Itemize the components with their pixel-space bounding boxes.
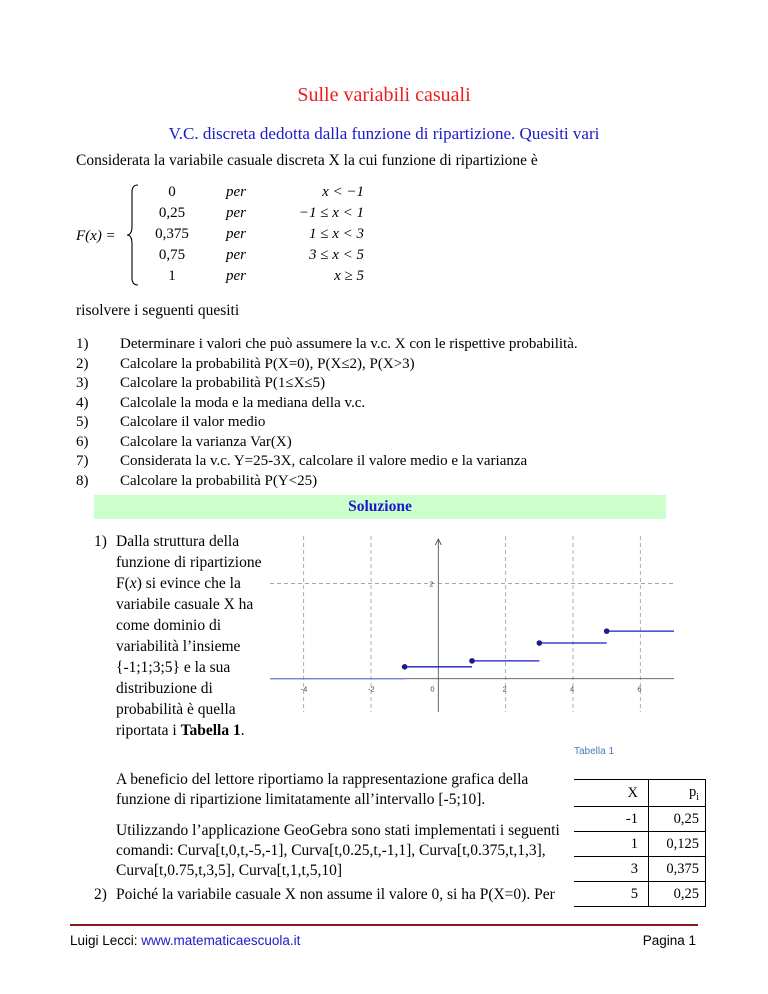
solution-1-text: 1) Dalla struttura della funzione di ripartizione F(x) si evince che la variabile casuale X ha come dominio di variabilità l’insieme {-1;1;3;5} e la sua distribuzione di probabilità è quella riportata i Tabella 1. (94, 533, 262, 739)
cdf-point (402, 664, 408, 670)
cdf-row-value: 0,75 (158, 247, 186, 263)
footer-author: Luigi Lecci: www.matematicaescuola.it (70, 933, 301, 948)
list-item: 5) Calcolare il valor medio (76, 414, 266, 430)
cdf-point (537, 640, 543, 646)
page-number: Pagina 1 (642, 933, 696, 948)
website-link[interactable]: www.matematicaescuola.it (141, 933, 301, 948)
left-brace-icon (126, 184, 140, 286)
chart-axes (270, 539, 674, 712)
intro-text: Considerata la variabile casuale discreta X la cui funzione di ripartizione è (76, 152, 538, 169)
list-item: 3) Calcolare la probabilità P(1≤X≤5) (76, 375, 326, 391)
table-header-row (574, 780, 706, 807)
cdf-row-condition: −1 ≤ x < 1 (298, 205, 364, 221)
x-tick-label: 6 (637, 684, 642, 694)
table-row: -1 0,25 (574, 807, 706, 832)
cdf-row-condition: 3 ≤ x < 5 (308, 247, 364, 263)
cdf-lhs: F(x) = (76, 228, 116, 244)
cdf-row-condition: x ≥ 5 (334, 268, 364, 284)
page-title: Sulle variabili casuali (297, 84, 471, 106)
cdf-point (469, 658, 475, 664)
cdf-row-condition: 1 ≤ x < 3 (308, 226, 364, 242)
table-header-x: X (574, 780, 649, 807)
x-tick-label: -4 (300, 684, 308, 694)
list-item: 8) Calcolare la probabilità P(Y<25) (76, 472, 318, 489)
x-tick-label: 2 (502, 684, 507, 694)
list-item: 1) Determinare i valori che può assumere la v.c. X con le rispettive probabilità. (76, 336, 578, 352)
cdf-row-condition: x < −1 (322, 184, 364, 200)
page-subtitle: V.C. discreta dedotta dalla funzione di ripartizione. Quesiti vari (168, 124, 600, 143)
x-tick-label: 0 (430, 684, 435, 694)
resolve-text: risolvere i seguenti quesiti (76, 302, 240, 319)
question-list (76, 335, 696, 491)
list-item: 4) Calcolale la moda e la mediana della v.c. (76, 394, 366, 411)
cdf-definition (76, 180, 436, 290)
footer-divider (70, 924, 698, 926)
table-row: 5 0,25 (574, 882, 706, 907)
x-tick-label: 4 (570, 684, 575, 694)
cdf-row-per: per (226, 226, 246, 242)
cdf-row-value: 1 (168, 268, 176, 284)
solution-2-text: 2) Poiché la variabile casuale X non assume il valore 0, si ha P(X=0). Per (94, 886, 555, 903)
list-item: 7) Considerata la v.c. Y=25-3X, calcolare il valore medio e la varianza (76, 453, 528, 469)
chart-grid (270, 536, 674, 712)
cdf-row-per: per (226, 184, 246, 200)
list-item: 2) Calcolare la probabilità P(X=0), P(X≤2), P(X>3) (76, 355, 415, 372)
cdf-row-value: 0 (168, 184, 176, 200)
cdf-row-per: per (226, 268, 246, 284)
solution-heading: Soluzione (94, 495, 666, 519)
x-tick-label: -2 (368, 684, 375, 694)
table-header-p: $p_i$ (649, 780, 706, 807)
benefit-paragraph: A beneficio del lettore riportiamo la rappresentazione grafica della funzione di ripartizione limitatamente all’intervallo [-5;10]. (116, 771, 529, 808)
y-tick-label: 2 (429, 579, 434, 589)
list-item: 6) Calcolare la varianza Var(X) (76, 433, 292, 450)
table-row: 1 0,125 (574, 832, 706, 857)
cdf-row-value: 0,375 (155, 226, 189, 242)
table-caption: Tabella 1 (574, 746, 615, 757)
cdf-row-per: per (226, 247, 246, 263)
probability-table (574, 779, 706, 907)
chart-segments (270, 631, 674, 679)
table-row: 3 0,375 (574, 857, 706, 882)
solution-1-number: 1) (94, 533, 107, 550)
cdf-point (604, 628, 610, 634)
chart-ticks (301, 580, 642, 694)
cdf-row-value: 0,25 (158, 205, 186, 221)
cdf-chart (270, 536, 674, 712)
geogebra-paragraph: Utilizzando l’applicazione GeoGebra sono stati implementati i seguenti comandi: Curva[t,0,t,-5,-1], Curva[t,0.25,t,-1,1], Curva[t,0.375,t,1,3], Curva[t,0.75,t,3,5], Curva[t,1,t,5,10] (116, 822, 560, 879)
cdf-row-per: per (226, 205, 246, 221)
